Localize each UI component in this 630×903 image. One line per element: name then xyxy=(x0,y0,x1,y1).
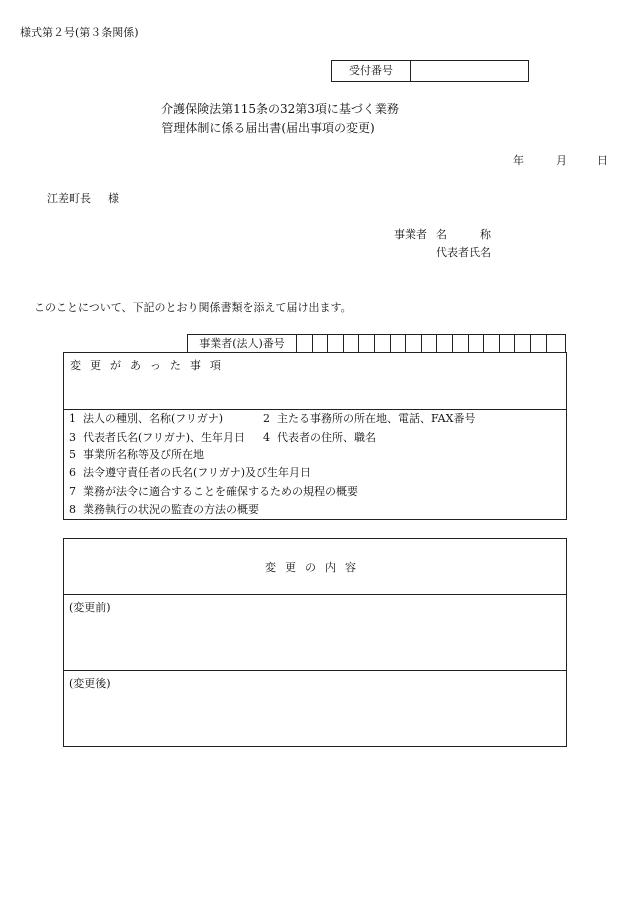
reception-number-box xyxy=(331,60,529,82)
changed-items-heading: 変更があった事項 xyxy=(70,359,230,372)
date-day-label: 日 xyxy=(597,154,608,167)
changed-item-2: 2 主たる事務所の所在地、電話、FAX番号 xyxy=(263,412,476,425)
addressee-name: 江差町長 xyxy=(47,192,91,205)
change-content-box xyxy=(63,538,567,747)
business-name-label-a: 名 xyxy=(436,228,447,241)
date-month-label: 月 xyxy=(556,154,567,167)
document-title-line-1: 介護保険法第115条の32第3項に基づく業務 xyxy=(161,102,399,116)
changed-item-4: 4 代表者の住所、職名 xyxy=(263,431,376,444)
changed-item-5: 5 事業所名称等及び所在地 xyxy=(69,448,204,461)
changed-item-6: 6 法令遵守責任者の氏名(フリガナ)及び生年月日 xyxy=(69,466,312,479)
business-name-label-b: 称 xyxy=(480,228,491,241)
business-number-cell[interactable] xyxy=(422,335,438,352)
business-number-cell[interactable] xyxy=(484,335,500,352)
business-number-cell[interactable] xyxy=(406,335,422,352)
before-change-field[interactable] xyxy=(64,595,566,671)
business-number-cell[interactable] xyxy=(375,335,391,352)
business-number-cell[interactable] xyxy=(453,335,469,352)
business-number-cell[interactable] xyxy=(344,335,360,352)
business-number-cell[interactable] xyxy=(531,335,547,352)
changed-item-3: 3 代表者氏名(フリガナ)、生年月日 xyxy=(69,431,246,444)
notification-statement: このことについて、下記のとおり関係書類を添えて届け出ます。 xyxy=(34,301,352,314)
business-number-cell[interactable] xyxy=(391,335,407,352)
change-content-heading: 変更の内容 xyxy=(265,561,365,574)
changed-item-1: 1 法人の種別、名称(フリガナ) xyxy=(69,412,224,425)
changed-items-box xyxy=(63,352,567,520)
business-number-cell[interactable] xyxy=(469,335,485,352)
business-number-cell[interactable] xyxy=(437,335,453,352)
before-change-label: (変更前) xyxy=(69,601,111,614)
change-content-heading-area xyxy=(64,539,566,595)
changed-items-heading-area[interactable] xyxy=(64,353,566,410)
reception-number-field[interactable] xyxy=(411,61,528,81)
business-number-label: 事業者(法人)番号 xyxy=(188,335,297,352)
business-number-row xyxy=(187,334,566,352)
business-number-cell[interactable] xyxy=(500,335,516,352)
addressee-honorific: 様 xyxy=(108,192,119,205)
after-change-label: (変更後) xyxy=(69,677,111,690)
representative-name-label: 代表者氏名 xyxy=(436,246,491,259)
business-number-cell[interactable] xyxy=(515,335,531,352)
business-operator-label: 事業者 xyxy=(394,228,427,241)
date-year-label: 年 xyxy=(513,154,524,167)
business-number-cell[interactable] xyxy=(359,335,375,352)
business-number-cell[interactable] xyxy=(547,335,563,352)
changed-item-8: 8 業務執行の状況の監査の方法の概要 xyxy=(69,503,259,516)
form-number: 様式第２号(第３条関係) xyxy=(20,26,139,39)
changed-item-7: 7 業務が法令に適合することを確保するための規程の概要 xyxy=(69,485,358,498)
business-number-cell[interactable] xyxy=(297,335,313,352)
business-number-cell[interactable] xyxy=(313,335,329,352)
reception-number-label: 受付番号 xyxy=(332,61,411,81)
after-change-field[interactable] xyxy=(64,671,566,746)
document-title-line-2: 管理体制に係る届出書(届出事項の変更) xyxy=(161,121,375,135)
business-number-cell[interactable] xyxy=(328,335,344,352)
